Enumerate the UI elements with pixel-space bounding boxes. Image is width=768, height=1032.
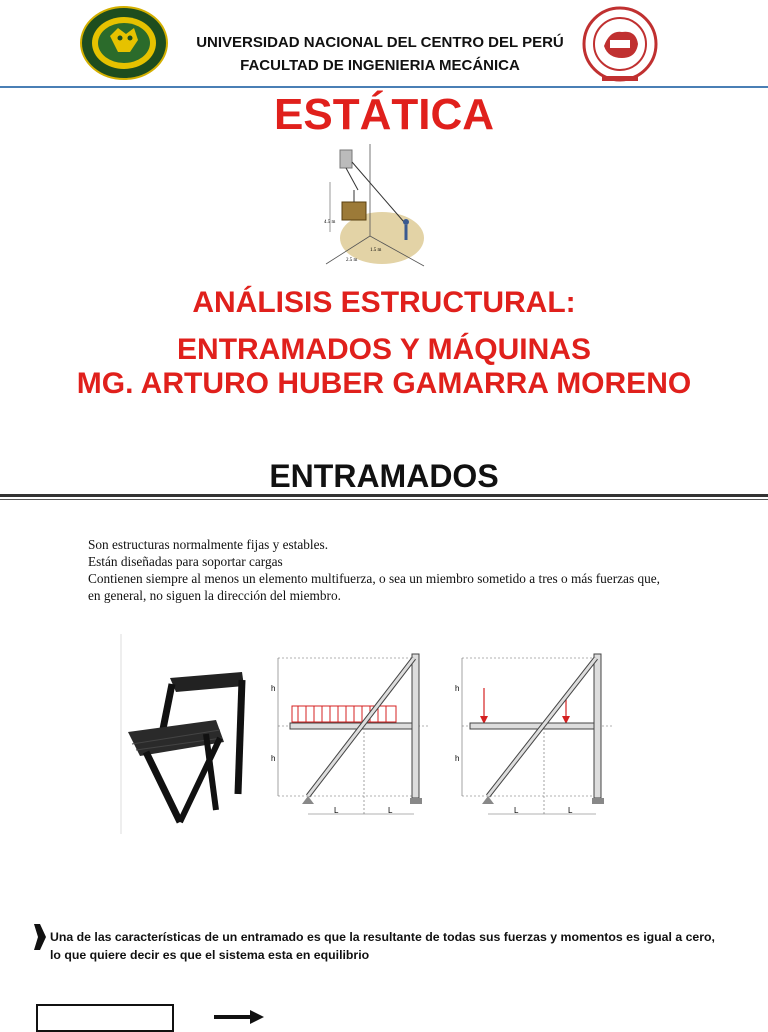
section-rule xyxy=(0,494,768,497)
paragraph-line: Están diseñadas para soportar cargas xyxy=(88,554,283,569)
height-label: h xyxy=(271,684,276,693)
height-label: h xyxy=(455,754,460,763)
paragraph-line: en general, no siguen la dirección del miembro. xyxy=(88,588,341,603)
paragraph-line: Son estructuras normalmente fijas y estables. xyxy=(88,537,329,552)
subtitle-line1: ANÁLISIS ESTRUCTURAL: xyxy=(192,286,576,319)
note-line: lo que quiere decir es que el sistema esta en equilibrio xyxy=(50,948,370,962)
equilibrium-note xyxy=(50,928,760,964)
bullet-arrow-icon xyxy=(32,924,46,955)
university-name: UNIVERSIDAD NACIONAL DEL CENTRO DEL PERÚ xyxy=(196,34,564,51)
section-title: ENTRAMADOS xyxy=(269,458,499,494)
frame-diagram-point-loads xyxy=(452,648,620,828)
folding-chair-image xyxy=(120,634,260,834)
subtitle-line2: ENTRAMADOS Y MÁQUINAS xyxy=(177,333,591,366)
frame-diagram-distributed-load xyxy=(268,648,436,828)
section-rule-thin xyxy=(0,499,768,500)
author-name: MG. ARTURO HUBER GAMARRA MORENO xyxy=(76,367,692,400)
paragraph-line: Contienen siempre al menos un elemento multifuerza, o sea un miembro sometido a tres o más fuerzas que, xyxy=(88,571,660,586)
equation-box xyxy=(36,1004,174,1032)
dimension-label-a: 4.5 m xyxy=(324,220,336,225)
length-label: L xyxy=(388,806,393,815)
length-label: L xyxy=(514,806,519,815)
note-line: Una de las características de un entramado es que la resultante de todas sus fuerzas y momentos es igual a cero, xyxy=(50,930,715,944)
arrow-right-icon xyxy=(214,1010,264,1029)
height-label: h xyxy=(455,684,460,693)
university-logo xyxy=(80,6,168,80)
height-label: h xyxy=(271,754,276,763)
intro-paragraph xyxy=(88,536,758,604)
length-label: L xyxy=(334,806,339,815)
main-title: ESTÁTICA xyxy=(274,90,494,139)
length-label: L xyxy=(568,806,573,815)
dimension-label-b: 2.5 m xyxy=(346,258,358,263)
dimension-label-c: 1.5 m xyxy=(370,248,382,253)
faculty-logo xyxy=(580,6,660,86)
header-divider xyxy=(0,86,768,88)
statics-illustration xyxy=(318,142,430,274)
faculty-name: FACULTAD DE INGENIERIA MECÁNICA xyxy=(240,57,520,74)
